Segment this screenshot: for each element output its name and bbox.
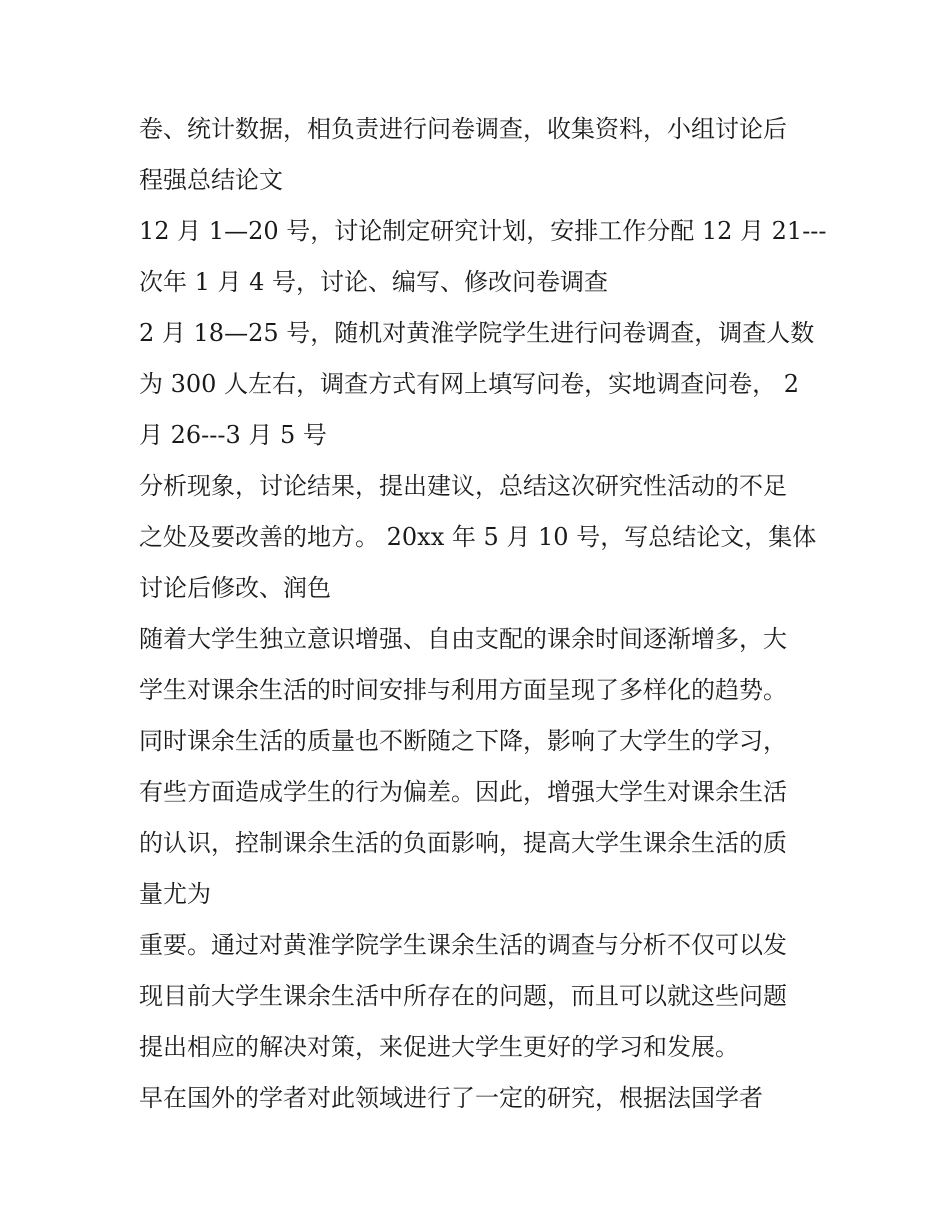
text-line: 同时课余生活的质量也不断随之下降，影响了大学生的学习， <box>139 727 787 755</box>
text-line: 次年 1 月 4 号，讨论、编写、修改问卷调查 <box>139 268 609 296</box>
text-line: 12 月 1—20 号，讨论制定研究计划，安排工作分配 12 月 21--- <box>139 217 827 245</box>
text-line: 学生对课余生活的时间安排与利用方面呈现了多样化的趋势。 <box>139 676 787 704</box>
text-line: 分析现象，讨论结果，提出建议，总结这次研究性活动的不足 <box>139 472 787 500</box>
document-body <box>139 104 827 1124</box>
text-line: 提出相应的解决对策，来促进大学生更好的学习和发展。 <box>139 1033 739 1061</box>
text-line: 的认识，控制课余生活的负面影响，提高大学生课余生活的质 <box>139 829 787 857</box>
text-line: 2 月 18—25 号，随机对黄淮学院学生进行问卷调查，调查人数 <box>139 319 815 347</box>
text-line: 量尤为 <box>139 880 211 908</box>
text-line: 为 300 人左右，调查方式有网上填写问卷，实地调查问卷， 2 <box>139 370 799 398</box>
text-line: 之处及要改善的地方。 20xx 年 5 月 10 号，写总结论文，集体 <box>139 523 817 551</box>
text-line: 月 26---3 月 5 号 <box>139 421 327 449</box>
text-line: 重要。通过对黄淮学院学生课余生活的调查与分析不仅可以发 <box>139 931 787 959</box>
text-line: 程强总结论文 <box>139 166 283 194</box>
text-line: 讨论后修改、润色 <box>139 574 331 602</box>
text-line: 卷、统计数据，相负责进行问卷调查，收集资料，小组讨论后 <box>139 115 787 143</box>
text-line: 随着大学生独立意识增强、自由支配的课余时间逐渐增多，大 <box>139 625 787 653</box>
text-line: 早在国外的学者对此领域进行了一定的研究，根据法国学者 <box>139 1084 763 1112</box>
text-line: 现目前大学生课余生活中所存在的问题，而且可以就这些问题 <box>139 982 787 1010</box>
text-line: 有些方面造成学生的行为偏差。因此，增强大学生对课余生活 <box>139 778 787 806</box>
